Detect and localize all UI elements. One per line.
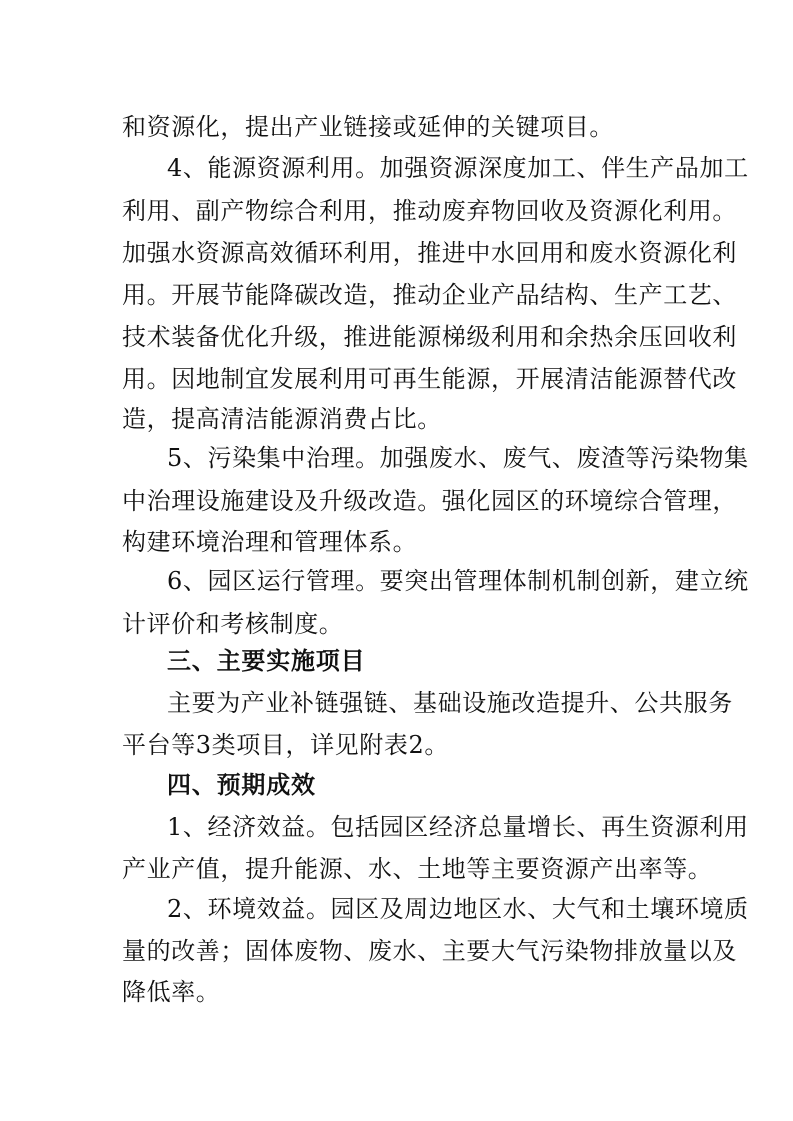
item4-line: 造，提高清洁能源消费占比。	[122, 405, 442, 433]
item4-line: 利用、副产物综合利用，推动废弃物回收及资源化利用。	[122, 197, 737, 225]
section-heading-expected-results: 四、预期成效	[167, 771, 316, 799]
environmental-benefit-line: 2、环境效益。园区及周边地区水、大气和土壤环境质	[167, 895, 749, 923]
section3-line: 平台等3类项目，详见附表2。	[122, 731, 449, 759]
section3-line: 主要为产业补链强链、基础设施改造提升、公共服务	[167, 689, 733, 717]
section-heading-implementation: 三、主要实施项目	[167, 647, 366, 675]
item4-line: 加强水资源高效循环利用，推进中水回用和废水资源化利	[122, 239, 737, 267]
item5-line: 构建环境治理和管理体系。	[122, 528, 418, 556]
economic-benefit-line: 产业产值，提升能源、水、土地等主要资源产出率等。	[122, 855, 713, 883]
item4-line: 用。开展节能降碳改造，推动企业产品结构、生产工艺、	[122, 281, 737, 309]
item4-line: 用。因地制宜发展利用可再生能源，开展清洁能源替代改	[122, 365, 737, 393]
environmental-benefit-line: 量的改善；固体废物、废水、主要大气污染物排放量以及	[122, 937, 737, 965]
item4-line: 技术装备优化升级，推进能源梯级利用和余热余压回收利	[122, 323, 737, 351]
environmental-benefit-line: 降低率。	[122, 978, 221, 1006]
item5-line: 5、污染集中治理。加强废水、废气、废渣等污染物集	[167, 444, 749, 472]
paragraph-tail-line: 和资源化，提出产业链接或延伸的关键项目。	[122, 113, 614, 141]
item6-line: 6、园区运行管理。要突出管理体制机制创新，建立统	[167, 567, 749, 595]
item5-line: 中治理设施建设及升级改造。强化园区的环境综合管理，	[122, 487, 737, 515]
economic-benefit-line: 1、经济效益。包括园区经济总量增长、再生资源利用	[167, 813, 749, 841]
item4-line: 4、能源资源利用。加强资源深度加工、伴生产品加工	[167, 154, 749, 182]
item6-line: 计评价和考核制度。	[122, 610, 344, 638]
